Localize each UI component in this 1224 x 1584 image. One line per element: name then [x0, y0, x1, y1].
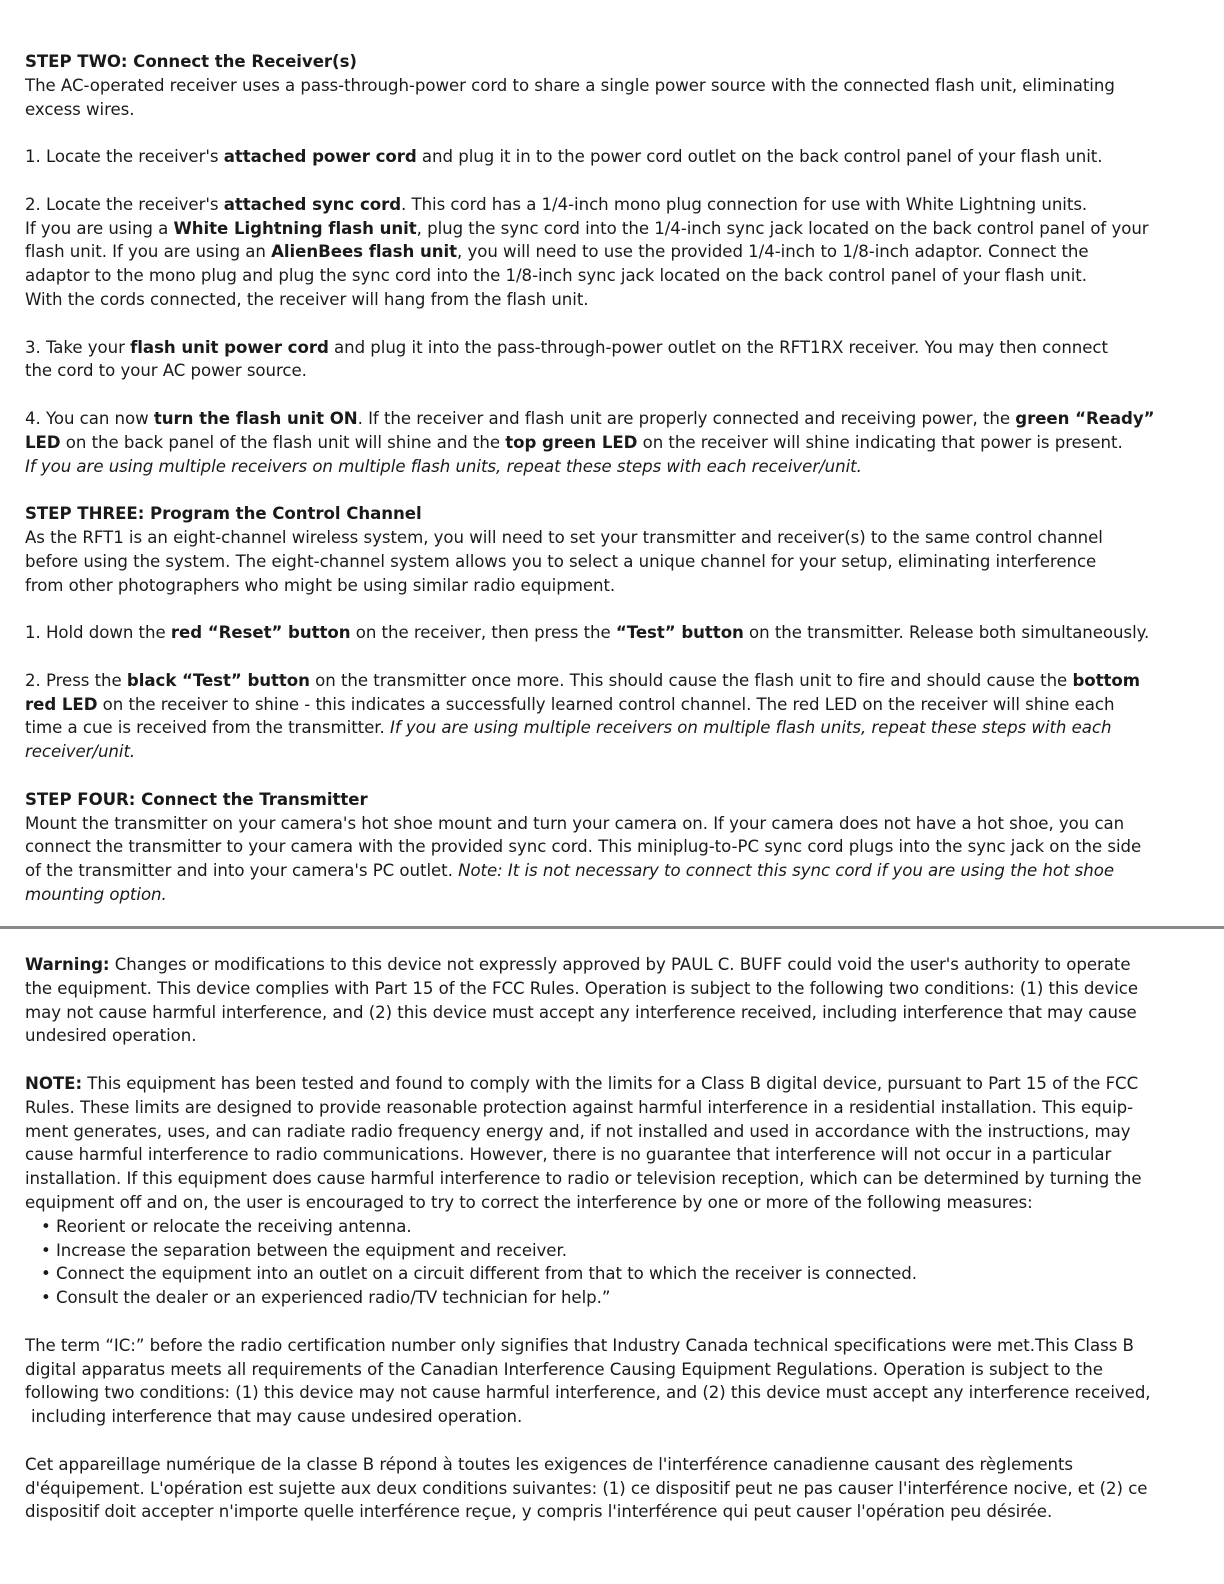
step-three-intro-line: before using the system. The eight-channel system allows you to select a unique channel for your setup, eliminating interference — [25, 551, 1097, 571]
note-line: equipment off and on, the user is encouraged to try to correct the interference by one or more of the following measures: — [25, 1192, 1033, 1212]
step-three-intro-line: As the RFT1 is an eight-channel wireless system, you will need to set your transmitter and receiver(s) to the same control channel — [25, 527, 1103, 547]
note-line: installation. If this equipment does cause harmful interference to radio or television reception, which can be determined by turning the — [25, 1169, 1142, 1189]
warning-line: the equipment. This device complies with Part 15 of the FCC Rules. Operation is subject to the following two conditions: (1) this device — [25, 978, 1139, 998]
step-three-item-1: 1. Hold down the red “Reset” button on the receiver, then press the “Test” button on the transmitter. Release both simultaneously. — [25, 623, 1150, 643]
step-two-item-4-line: 4. You can now turn the flash unit ON. If the receiver and flash unit are properly connected and receiving power, the green “Ready” — [25, 408, 1155, 428]
french-line: Cet appareillage numérique de la classe B répond à toutes les exigences de l'interférence canadienne causant des règlements — [25, 1454, 1074, 1474]
step-two-intro-line: The AC-operated receiver uses a pass-through-power cord to share a single power source with the connected flash unit, eliminating — [25, 75, 1115, 95]
ic-line: The term “IC:” before the radio certification number only signifies that Industry Canada technical specifications were met.This Class B — [25, 1335, 1134, 1355]
step-four-heading: STEP FOUR: Connect the Transmitter — [25, 789, 368, 809]
note-bullet: • Consult the dealer or an experienced radio/TV technician for help.” — [41, 1288, 611, 1308]
ic-line: digital apparatus meets all requirements of the Canadian Interference Causing Equipment Regulations. Operation is subject to the — [25, 1359, 1103, 1379]
french-line: d'équipement. L'opération est sujette aux deux conditions suivantes: (1) ce dispositif peut ne pas causer l'interférence nocive, et (2) ce — [25, 1478, 1148, 1498]
note-line: ment generates, uses, and can radiate radio frequency energy and, if not installed and used in accordance with the instructions, may — [25, 1121, 1131, 1141]
warning-line: Warning: Changes or modifications to this device not expressly approved by PAUL C. BUFF could void the user's authority to operate — [25, 955, 1131, 974]
step-four-line: mounting option. — [25, 884, 167, 904]
step-four-line: connect the transmitter to your camera with the provided sync cord. This miniplug-to-PC sync cord plugs into the sync jack on the side — [25, 837, 1142, 857]
note-bullet: • Reorient or relocate the receiving antenna. — [41, 1216, 412, 1236]
step-three-item-2-line: 2. Press the black “Test” button on the transmitter once more. This should cause the flash unit to fire and should cause the bottom — [25, 670, 1140, 690]
step-two-item-2-line: With the cords connected, the receiver will hang from the flash unit. — [25, 289, 589, 309]
step-two-item-3-line: 3. Take your flash unit power cord and plug it into the pass-through-power outlet on the RFT1RX receiver. You may then connect — [25, 337, 1108, 357]
note-line: NOTE: This equipment has been tested and found to comply with the limits for a Class B digital device, pursuant to Part 15 of the FCC — [25, 1073, 1139, 1093]
step-three-item-2-line: receiver/unit. — [25, 742, 136, 762]
step-two-item-3-line: the cord to your AC power source. — [25, 361, 307, 381]
step-two-item-2-line: adaptor to the mono plug and plug the sync cord into the 1/8-inch sync jack located on the back control panel of your flash unit. — [25, 266, 1087, 286]
step-two-item-2-line: 2. Locate the receiver's attached sync cord. This cord has a 1/4-inch mono plug connection for use with White Lightning units. — [25, 194, 1088, 214]
step-three-item-2-line: time a cue is received from the transmitter. If you are using multiple receivers on multiple flash units, repeat these steps with each — [25, 718, 1112, 738]
step-four-line: of the transmitter and into your camera's PC outlet. Note: It is not necessary to connect this sync cord if you are using the hot shoe — [25, 861, 1115, 881]
warning-line: undesired operation. — [25, 1026, 197, 1046]
instructions-section — [25, 50, 1205, 907]
step-two-heading: STEP TWO: Connect the Receiver(s) — [25, 52, 357, 71]
warning-line: may not cause harmful interference, and (2) this device must accept any interference received, including interference that may cause — [25, 1002, 1137, 1022]
step-two-item-1: 1. Locate the receiver's attached power cord and plug it in to the power cord outlet on the back control panel of your flash unit. — [25, 147, 1103, 167]
ic-line: including interference that may cause undesired operation. — [31, 1407, 523, 1427]
step-two-intro-line: excess wires. — [25, 99, 135, 119]
step-three-heading: STEP THREE: Program the Control Channel — [25, 504, 422, 524]
note-line: cause harmful interference to radio communications. However, there is no guarantee that interference will not occur in a particular — [25, 1145, 1112, 1165]
section-divider — [0, 926, 1224, 929]
step-three-item-2-line: red LED on the receiver to shine - this indicates a successfully learned control channel. The red LED on the receiver will shine each — [25, 694, 1115, 714]
ic-line: following two conditions: (1) this device may not cause harmful interference, and (2) this device must accept any interference received, — [25, 1383, 1151, 1403]
step-two-item-2-line: If you are using a White Lightning flash unit, plug the sync cord into the 1/4-inch sync jack located on the back control panel of your — [25, 218, 1149, 238]
step-four-line: Mount the transmitter on your camera's hot shoe mount and turn your camera on. If your camera does not have a hot shoe, you can — [25, 813, 1125, 833]
note-line: Rules. These limits are designed to provide reasonable protection against harmful interference in a residential installation. This equip- — [25, 1097, 1134, 1117]
note-bullet: • Increase the separation between the equipment and receiver. — [41, 1240, 567, 1260]
french-line: dispositif doit accepter n'importe quelle interférence reçue, y compris l'interférence qui peut causer l'opération peu désirée. — [25, 1502, 1053, 1522]
note-bullet: • Connect the equipment into an outlet on a circuit different from that to which the receiver is connected. — [41, 1264, 917, 1284]
step-two-item-4-line: If you are using multiple receivers on multiple flash units, repeat these steps with each receiver/unit. — [25, 456, 862, 476]
step-two-item-4-line: LED on the back panel of the flash unit will shine and the top green LED on the receiver will shine indicating that power is present. — [25, 432, 1123, 452]
step-two-item-2-line: flash unit. If you are using an AlienBees flash unit, you will need to use the provided 1/4-inch to 1/8-inch adaptor. Connect the — [25, 242, 1089, 262]
regulatory-section — [25, 953, 1205, 1524]
step-three-intro-line: from other photographers who might be using similar radio equipment. — [25, 575, 616, 595]
